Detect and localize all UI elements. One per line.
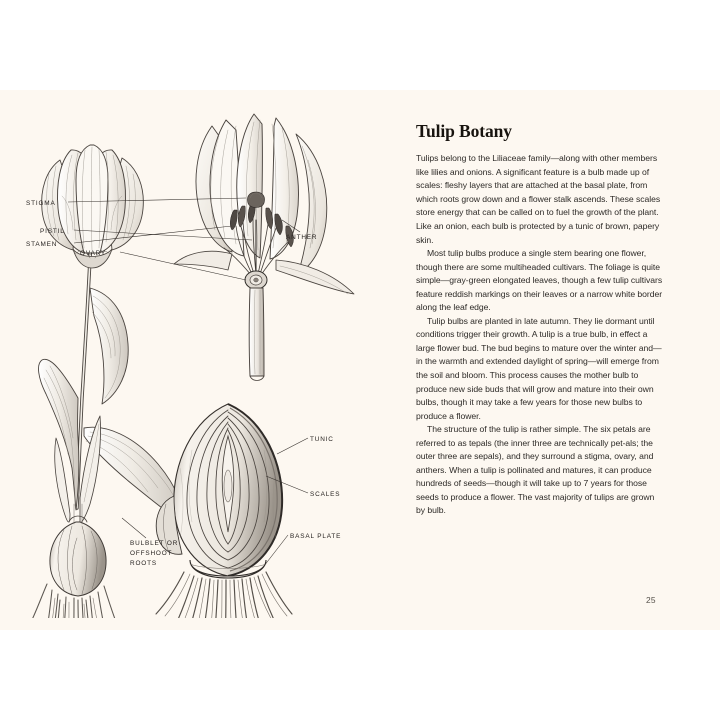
svg-text:OVARY: OVARY (80, 250, 107, 257)
bulblet-drawing (30, 504, 120, 618)
dissected-tulip-flower-drawing (174, 114, 354, 381)
article-text-column (416, 122, 664, 518)
svg-text:BASAL PLATE: BASAL PLATE (290, 533, 342, 540)
svg-text:TUNIC: TUNIC (310, 436, 334, 443)
page-title: Tulip Botany (416, 121, 512, 141)
body-paragraph: Tulips belong to the Liliaceae family—along with other members like lilies and onions. A significant feature is a bulb made up of scales: fleshy layers that are attached at the basal plate, from which roots grow down and a flower stalk ascends. These scales store energy that can be called on to fuel the growth of the plant. Like an onion, each bulb is protected by a tunic of brown, papery skin. (416, 153, 661, 245)
svg-text:ROOTS: ROOTS (130, 560, 157, 567)
whole-tulip-plant-drawing (30, 145, 183, 618)
label-tunic (277, 436, 334, 454)
tulip-botany-illustration (14, 98, 404, 618)
svg-text:SCALES: SCALES (310, 491, 341, 498)
bulb-cross-section-drawing (156, 404, 292, 618)
svg-text:ANTHER: ANTHER (286, 234, 318, 241)
svg-text:STAMEN: STAMEN (26, 241, 58, 248)
svg-text:STIGMA: STIGMA (26, 200, 56, 207)
svg-text:OFFSHOOT: OFFSHOOT (130, 550, 173, 557)
book-page (0, 90, 720, 630)
svg-text:PISTIL: PISTIL (40, 228, 65, 235)
svg-text:BULBLET OR: BULBLET OR (130, 540, 179, 547)
body-paragraph: Tulip bulbs are planted in late autumn. They lie dormant until conditions trigger their growth. A tulip is a true bulb, in effect a large flower bud. The bud begins to mature over the winter and—in the warmth and extended daylight of spring—will emerge from the soil and bloom. This process causes the mother bulb to produce new side buds that will grow and mature into their own bulbs, though it may take a few years for those new bulbs to produce a flower. (416, 315, 662, 421)
page-number: 25 (646, 595, 656, 605)
body-paragraph: Most tulip bulbs produce a single stem bearing one flower, though there are some multiheaded cultivars. The foliage is quite simple—gray-green elongated leaves, though a few tulip cultivars feature reddish markings on their leaves or a narrow white border along the leaf edge. (416, 248, 663, 313)
body-paragraph: The structure of the tulip is rather simple. The six petals are referred to as tepals (the inner three are technically pet-als; the outer three are sepals), and they surround a stigma, ovary, and anthers. When a tulip is pollinated and matures, it can produce hundreds of seeds—though it will take up to 7 years for those seeds to produce a flower. The vast majority of tulips are grown by bulb. (416, 424, 655, 516)
